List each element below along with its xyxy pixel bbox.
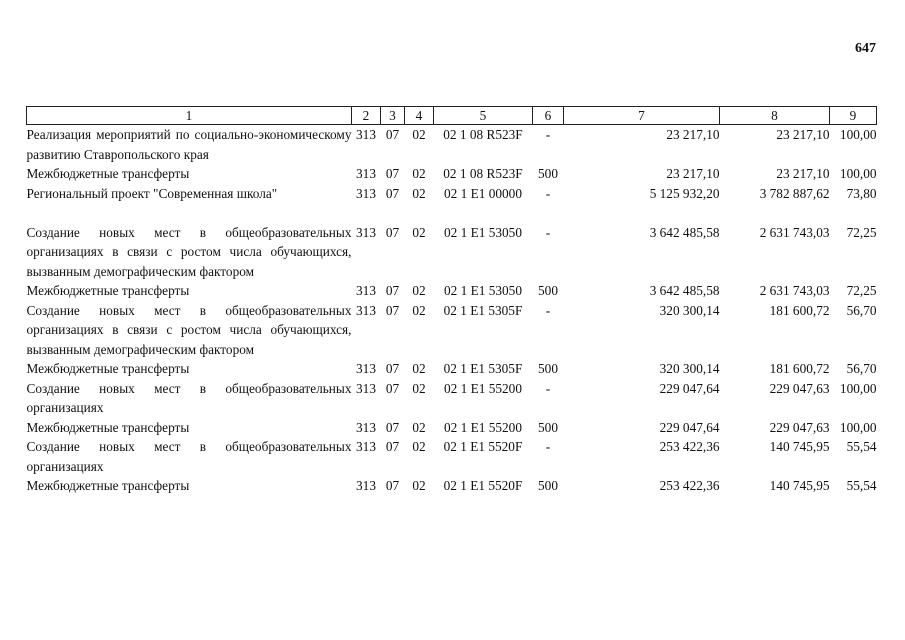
row-percent: 100,00 bbox=[839, 166, 877, 181]
row-actual-amount: 140 745,95 bbox=[769, 478, 830, 493]
table-row bbox=[27, 301, 877, 360]
budget-table bbox=[26, 106, 877, 496]
row-planned-amount: 23 217,10 bbox=[666, 166, 720, 181]
row-actual-amount: 229 047,63 bbox=[769, 419, 830, 435]
row-target-code: 02 1 E1 5305F bbox=[443, 302, 523, 318]
table-row bbox=[27, 164, 877, 184]
row-target-code: 02 1 08 R523F bbox=[443, 166, 523, 181]
row-name: Создание новых мест в общеобразовательных организациях bbox=[26, 439, 352, 474]
row-section: 07 bbox=[385, 283, 400, 298]
row-percent: 56,70 bbox=[846, 302, 877, 318]
row-actual-amount: 2 631 743,03 bbox=[759, 224, 830, 240]
row-actual-amount: 23 217,10 bbox=[776, 166, 830, 181]
row-subsection: 02 bbox=[412, 185, 426, 201]
row-target-code: 02 1 E1 55200 bbox=[444, 419, 522, 435]
table-row bbox=[27, 476, 877, 496]
row-actual-amount: 181 600,72 bbox=[769, 361, 830, 376]
row-actual-amount: 23 217,10 bbox=[776, 127, 830, 142]
row-subsection: 02 bbox=[412, 302, 426, 318]
row-subsection: 02 bbox=[412, 283, 426, 298]
row-section: 07 bbox=[385, 439, 400, 454]
row-section: 07 bbox=[385, 166, 400, 181]
row-expense-type: - bbox=[545, 380, 551, 396]
row-expense-type: 500 bbox=[538, 419, 558, 435]
page-number: 647 bbox=[855, 41, 876, 56]
row-target-code: 02 1 E1 55200 bbox=[444, 380, 522, 396]
row-planned-amount: 320 300,14 bbox=[659, 361, 720, 376]
row-actual-amount: 2 631 743,03 bbox=[759, 283, 830, 298]
row-actual-amount: 229 047,63 bbox=[769, 380, 830, 396]
row-admin-code: 313 bbox=[356, 439, 376, 454]
row-planned-amount: 253 422,36 bbox=[659, 478, 720, 493]
row-percent: 56,70 bbox=[846, 361, 877, 376]
row-target-code: 02 1 E1 00000 bbox=[444, 185, 522, 201]
row-planned-amount: 5 125 932,20 bbox=[649, 185, 720, 201]
row-expense-type: - bbox=[545, 302, 551, 318]
row-name: Межбюджетные трансферты bbox=[26, 283, 190, 298]
row-admin-code: 313 bbox=[356, 302, 376, 318]
row-admin-code: 313 bbox=[356, 283, 376, 298]
table-header-row bbox=[27, 107, 877, 125]
header-col-1: 1 bbox=[27, 107, 352, 125]
row-percent: 72,25 bbox=[846, 224, 877, 240]
row-percent: 100,00 bbox=[839, 127, 877, 142]
table-row bbox=[27, 223, 877, 282]
row-expense-type: 500 bbox=[538, 478, 558, 493]
row-expense-type: 500 bbox=[538, 361, 558, 376]
table-row bbox=[27, 281, 877, 301]
row-name: Реализация мероприятий по социально-экономическому развитию Ставропольского края bbox=[26, 127, 352, 162]
row-expense-type: - bbox=[545, 439, 551, 454]
row-percent: 100,00 bbox=[839, 380, 877, 396]
row-subsection: 02 bbox=[412, 127, 426, 142]
row-percent: 72,25 bbox=[846, 283, 877, 298]
row-planned-amount: 3 642 485,58 bbox=[649, 283, 720, 298]
row-target-code: 02 1 08 R523F bbox=[443, 127, 523, 142]
row-percent: 55,54 bbox=[846, 439, 877, 454]
row-name: Создание новых мест в общеобразовательных организациях bbox=[26, 380, 352, 415]
header-col-7: 7 bbox=[564, 107, 720, 125]
row-expense-type: - bbox=[545, 185, 551, 201]
row-percent: 100,00 bbox=[839, 419, 877, 435]
header-col-4: 4 bbox=[405, 107, 434, 125]
row-subsection: 02 bbox=[412, 166, 426, 181]
row-percent: 55,54 bbox=[846, 478, 877, 493]
row-subsection: 02 bbox=[412, 380, 426, 396]
row-section: 07 bbox=[385, 224, 400, 240]
table-row bbox=[27, 359, 877, 379]
row-section: 07 bbox=[385, 361, 400, 376]
row-percent: 73,80 bbox=[846, 185, 877, 201]
row-target-code: 02 1 E1 5305F bbox=[443, 361, 523, 376]
row-admin-code: 313 bbox=[356, 419, 376, 435]
row-name: Создание новых мест в общеобразовательных организациях в связи с ростом числа обучающихся, вызванным демографическим фактором bbox=[26, 224, 352, 279]
row-planned-amount: 253 422,36 bbox=[659, 439, 720, 454]
row-actual-amount: 181 600,72 bbox=[769, 302, 830, 318]
row-name: Межбюджетные трансферты bbox=[26, 166, 190, 181]
row-admin-code: 313 bbox=[356, 478, 376, 493]
table-row bbox=[27, 437, 877, 476]
table-row bbox=[27, 379, 877, 418]
row-section: 07 bbox=[385, 185, 400, 201]
row-target-code: 02 1 E1 53050 bbox=[444, 283, 522, 298]
row-admin-code: 313 bbox=[356, 127, 376, 142]
row-subsection: 02 bbox=[412, 478, 426, 493]
row-expense-type: - bbox=[545, 127, 551, 142]
row-expense-type: 500 bbox=[538, 166, 558, 181]
row-name: Межбюджетные трансферты bbox=[26, 478, 190, 493]
row-subsection: 02 bbox=[412, 224, 426, 240]
row-admin-code: 313 bbox=[356, 361, 376, 376]
row-section: 07 bbox=[385, 302, 400, 318]
row-section: 07 bbox=[385, 127, 400, 142]
row-actual-amount: 140 745,95 bbox=[769, 439, 830, 454]
row-expense-type: - bbox=[545, 224, 551, 240]
row-section: 07 bbox=[385, 478, 400, 493]
row-target-code: 02 1 E1 5520F bbox=[443, 439, 523, 454]
header-col-9: 9 bbox=[830, 107, 877, 125]
row-section: 07 bbox=[385, 380, 400, 396]
header-col-2: 2 bbox=[352, 107, 381, 125]
row-subsection: 02 bbox=[412, 361, 426, 376]
row-subsection: 02 bbox=[412, 439, 426, 454]
row-actual-amount: 3 782 887,62 bbox=[759, 185, 830, 201]
row-target-code: 02 1 E1 5520F bbox=[443, 478, 523, 493]
row-subsection: 02 bbox=[412, 419, 426, 435]
row-admin-code: 313 bbox=[356, 166, 376, 181]
header-col-6: 6 bbox=[533, 107, 564, 125]
row-admin-code: 313 bbox=[356, 380, 376, 396]
row-admin-code: 313 bbox=[356, 224, 376, 240]
row-name: Межбюджетные трансферты bbox=[26, 361, 190, 376]
row-planned-amount: 229 047,64 bbox=[659, 419, 720, 435]
header-col-8: 8 bbox=[720, 107, 830, 125]
row-planned-amount: 3 642 485,58 bbox=[649, 224, 720, 240]
row-name: Межбюджетные трансферты bbox=[26, 419, 190, 435]
table-row bbox=[27, 184, 877, 223]
row-planned-amount: 320 300,14 bbox=[659, 302, 720, 318]
row-admin-code: 313 bbox=[356, 185, 376, 201]
header-col-3: 3 bbox=[381, 107, 405, 125]
row-planned-amount: 229 047,64 bbox=[659, 380, 720, 396]
table-row bbox=[27, 125, 877, 165]
row-planned-amount: 23 217,10 bbox=[666, 127, 720, 142]
row-section: 07 bbox=[385, 419, 400, 435]
row-expense-type: 500 bbox=[538, 283, 558, 298]
row-target-code: 02 1 E1 53050 bbox=[444, 224, 522, 240]
row-name: Создание новых мест в общеобразовательных организациях в связи с ростом числа обучающихся, вызванным демографическим фактором bbox=[26, 302, 352, 357]
header-col-5: 5 bbox=[434, 107, 533, 125]
row-name: Региональный проект "Современная школа" bbox=[26, 185, 278, 201]
table-row bbox=[27, 418, 877, 438]
